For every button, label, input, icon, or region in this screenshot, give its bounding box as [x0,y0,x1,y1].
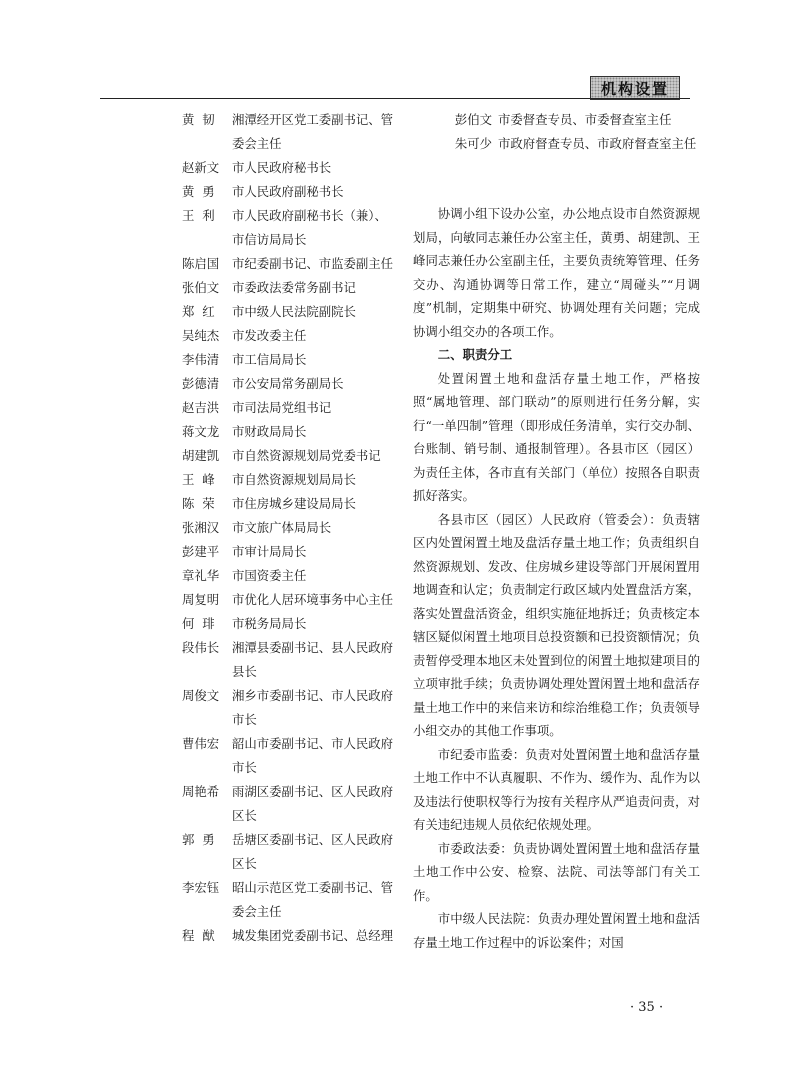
member-position: 市税务局局长 [232,616,307,631]
member-entry [182,684,397,732]
member-position: 市人民政府副秘书长（兼）、市信访局局长 [232,208,387,247]
member-position: 湘潭经开区党工委副书记、管委会主任 [232,112,394,151]
member-position: 市人民政府副秘书长 [232,184,344,199]
section-heading: 二、职责分工 [437,347,513,362]
county-duty-paragraph: 各县市区（园区）人民政府（管委会）：负责辖区内处置闲置土地及盘活存量土地工作；负责组织自然资源规划、发改、住房城乡建设等部门开展闲置用地调查和认定；负责制定行政区域内处置盘活方案，落实处置盘活资金，组织实施征地拆迁；负责核定本辖区疑似闲置土地项目总投资额和已投资额情况；负责暂停受理本地区未处置到位的闲置土地拟建项目的立项审批手续；负责协调处理处置闲置土地和盘活存量土地工作中的来信来访和综治维稳工作；负责领导小组交办的其他工作事项。 [413,511,700,738]
member-position: 湘乡市委副书记、市人民政府市长 [232,688,394,727]
member-name: 何 琲 [182,616,215,631]
member-name: 曹伟宏 [182,736,220,751]
member-position: 市公安局常务副局长 [232,376,344,391]
member-name: 周复明 [182,592,220,607]
member-entry [182,492,397,516]
court-duty-paragraph: 市中级人民法院：负责办理处置闲置土地和盘活存量土地工作过程中的诉讼案件；对国 [413,911,700,950]
member-position: 岳塘区委副书记、区人民政府区长 [232,832,394,871]
member-entry [182,420,397,444]
member-position: 市发改委主任 [232,328,307,343]
member-position: 市审计局局长 [232,544,307,559]
member-name: 王 峰 [182,472,215,487]
member-entry [182,732,397,780]
member-entry [182,636,397,684]
member-entry [182,276,397,300]
member-name: 李宏钰 [182,880,220,895]
member-name: 郑 红 [182,304,215,319]
member-position: 市财政局局长 [232,424,307,439]
member-position: 市中级人民法院副院长 [232,304,356,319]
member-name: 张伯文 [182,280,220,295]
member-name: 黄 勇 [182,184,215,199]
member-position: 市纪委副书记、市监委副主任 [232,256,394,271]
member-entry [182,204,397,252]
member-position: 市委政法委常务副书记 [232,280,356,295]
member-entry [182,348,397,372]
member-entry [182,396,397,420]
member-list-left [182,108,397,948]
member-entry [428,108,700,132]
member-name: 张湘汉 [182,520,220,535]
member-position: 城发集团党委副书记、总经理 [232,928,394,943]
member-name: 彭德清 [182,376,220,391]
body-text [413,202,700,954]
member-position: 市优化人居环境事务中心主任 [232,592,394,607]
member-name: 黄 韧 [182,112,215,127]
member-name: 朱可少 [454,136,492,151]
duty-intro-paragraph: 处置闲置土地和盘活存量土地工作，严格按照“属地管理、部门联动”的原则进行任务分解，实行“一单四制”管理（即形成任务清单，实行交办制、台账制、销号制、通报制管理）。各县市区（园区）为责任主体，各市直有关部门（单位）按照各自职责抓好落实。 [413,370,700,503]
member-entry [182,372,397,396]
member-position: 市国资委主任 [232,568,307,583]
member-position: 市委督查专员、市委督查室主任 [498,112,672,127]
member-position: 雨湖区委副书记、区人民政府区长 [232,784,394,823]
member-name: 陈 荣 [182,496,215,511]
member-entry [182,444,397,468]
member-position: 湘潭县委副书记、县人民政府县长 [232,640,394,679]
member-name: 郭 勇 [182,832,215,847]
member-position: 市工信局局长 [232,352,307,367]
member-name: 吴纯杰 [182,328,220,343]
member-position: 市文旅广体局局长 [232,520,332,535]
discipline-duty-paragraph: 市纪委市监委：负责对处置闲置土地和盘活存量土地工作中不认真履职、不作为、缓作为、乱作为以及违法行使职权等行为按有关程序从严追责问责，对有关违纪违规人员依纪依规处理。 [413,746,700,832]
member-entry [182,324,397,348]
member-position: 市住房城乡建设局局长 [232,496,356,511]
section-title-badge [590,76,680,100]
member-position: 市司法局党组书记 [232,400,332,415]
member-entry [182,924,397,948]
member-position: 市政府督查专员、市政府督查室主任 [498,136,697,151]
member-entry [428,132,700,156]
member-name: 程 猷 [182,928,215,943]
member-name: 段伟长 [182,640,220,655]
member-position: 市自然资源规划局局长 [232,472,356,487]
member-name: 赵新文 [182,160,220,175]
member-entry [182,612,397,636]
member-name: 陈启国 [182,256,220,271]
member-entry [182,252,397,276]
member-name: 赵吉洪 [182,400,220,415]
member-name: 周俊文 [182,688,220,703]
member-entry [182,828,397,876]
member-entry [182,540,397,564]
member-position: 昭山示范区党工委副书记、管委会主任 [232,880,394,919]
member-entry [182,876,397,924]
member-name: 彭伯文 [454,112,492,127]
politics-law-duty-paragraph: 市委政法委：负责协调处置闲置土地和盘活存量土地工作中公安、检察、法院、司法等部门有关工作。 [413,840,700,903]
member-entry [182,156,397,180]
member-entry [182,108,397,156]
member-entry [182,180,397,204]
member-name: 王 利 [182,208,215,223]
member-name: 蒋文龙 [182,424,220,439]
member-entry [182,780,397,828]
member-position: 市自然资源规划局党委书记 [232,448,381,463]
member-position: 市人民政府秘书长 [232,160,332,175]
member-entry [182,468,397,492]
office-paragraph: 协调小组下设办公室，办公地点设市自然资源规划局，向敏同志兼任办公室主任，黄勇、胡建凯、王峰同志兼任办公室副主任，主要负责统筹管理、任务交办、沟通协调等日常工作，建立“周碰头”“月调度”机制，定期集中研究、协调处理有关问题；完成协调小组交办的各项工作。 [413,206,700,339]
member-name: 彭建平 [182,544,220,559]
member-name: 章礼华 [182,568,220,583]
page-number: · 35 · [630,1000,664,1015]
member-name: 李伟清 [182,352,220,367]
member-entry [182,588,397,612]
member-entry [182,516,397,540]
section-title: 机构设置 [600,79,669,98]
member-entry [182,564,397,588]
member-name: 周艳希 [182,784,220,799]
header-divider [100,98,690,99]
member-entry [182,300,397,324]
member-name: 胡建凯 [182,448,220,463]
member-list-right [428,108,700,156]
member-position: 韶山市委副书记、市人民政府市长 [232,736,394,775]
